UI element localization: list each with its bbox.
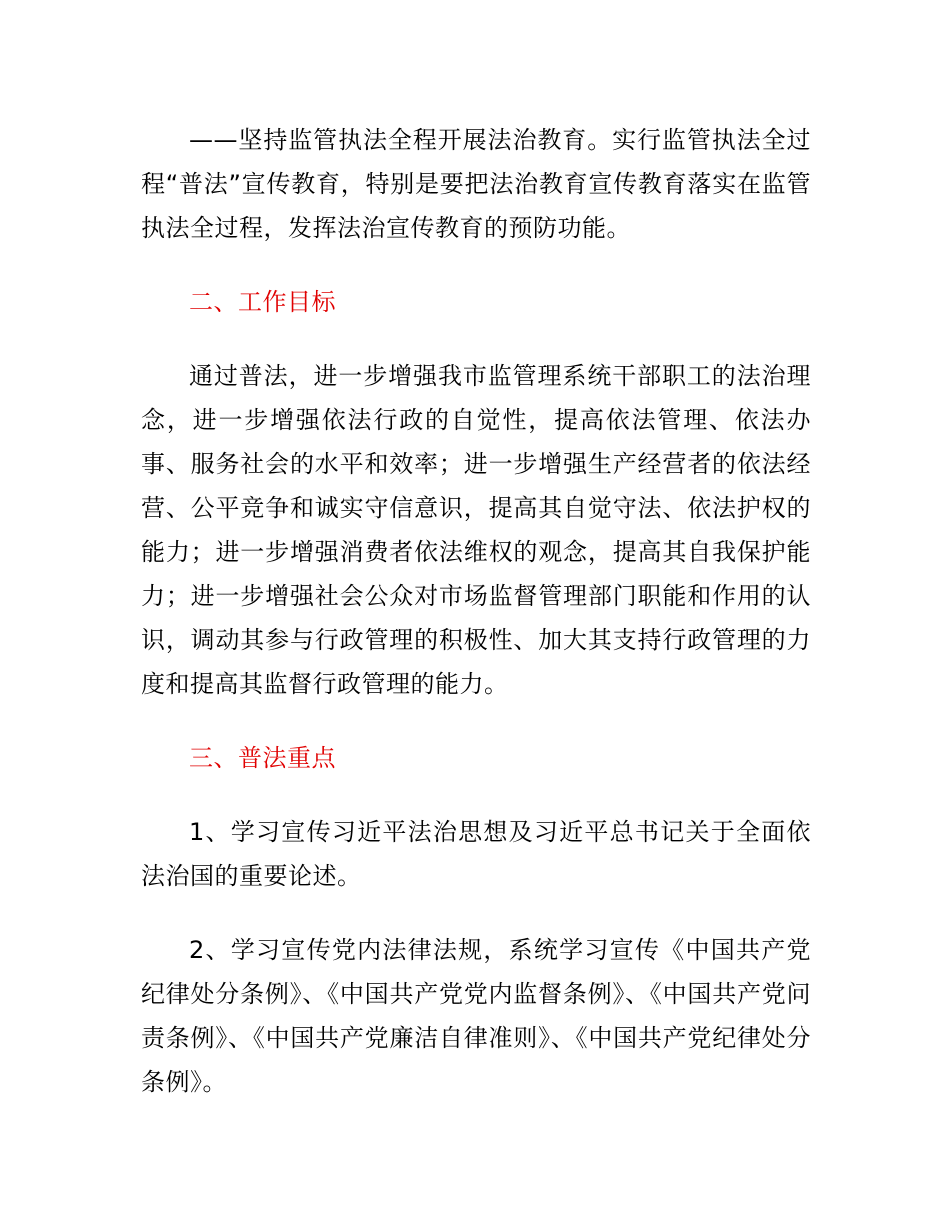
spacer	[141, 898, 811, 928]
goals-paragraph: 通过普法，进一步增强我市监管理系统干部职工的法治理念，进一步增强依法行政的自觉性，提高依法管理、依法办事、服务社会的水平和效率；进一步增强生产经营者的依法经营、公平竞争和诚实守信意识，提高其自觉守法、依法护权的能力；进一步增强消费者依法维权的观念，提高其自我保护能力；进一步增强社会公众对市场监督管理部门职能和作用的认识，调动其参与行政管理的积极性、加大其支持行政管理的力度和提高其监督行政管理的能力。	[141, 362, 811, 698]
document-page	[141, 118, 811, 1104]
section-heading-goals: 二、工作目标	[189, 288, 336, 316]
spacer	[141, 250, 811, 280]
section-heading-focus: 三、普法重点	[189, 744, 336, 772]
focus-item-1: 1、学习宣传习近平法治思想及习近平总书记关于全面依法治国的重要论述。	[141, 818, 811, 890]
spacer	[141, 780, 811, 810]
spacer	[141, 324, 811, 354]
intro-paragraph: ——坚持监管执法全程开展法治教育。实行监管执法全过程“普法”宣传教育，特别是要把法治教育宣传教育落实在监管执法全过程，发挥法治宣传教育的预防功能。	[141, 126, 811, 242]
focus-item-2: 2、学习宣传党内法律法规，系统学习宣传《中国共产党纪律处分条例》、《中国共产党党内监督条例》、《中国共产党问责条例》、《中国共产党廉洁自律准则》、《中国共产党纪律处分条例》。	[141, 936, 811, 1096]
spacer	[141, 706, 811, 736]
